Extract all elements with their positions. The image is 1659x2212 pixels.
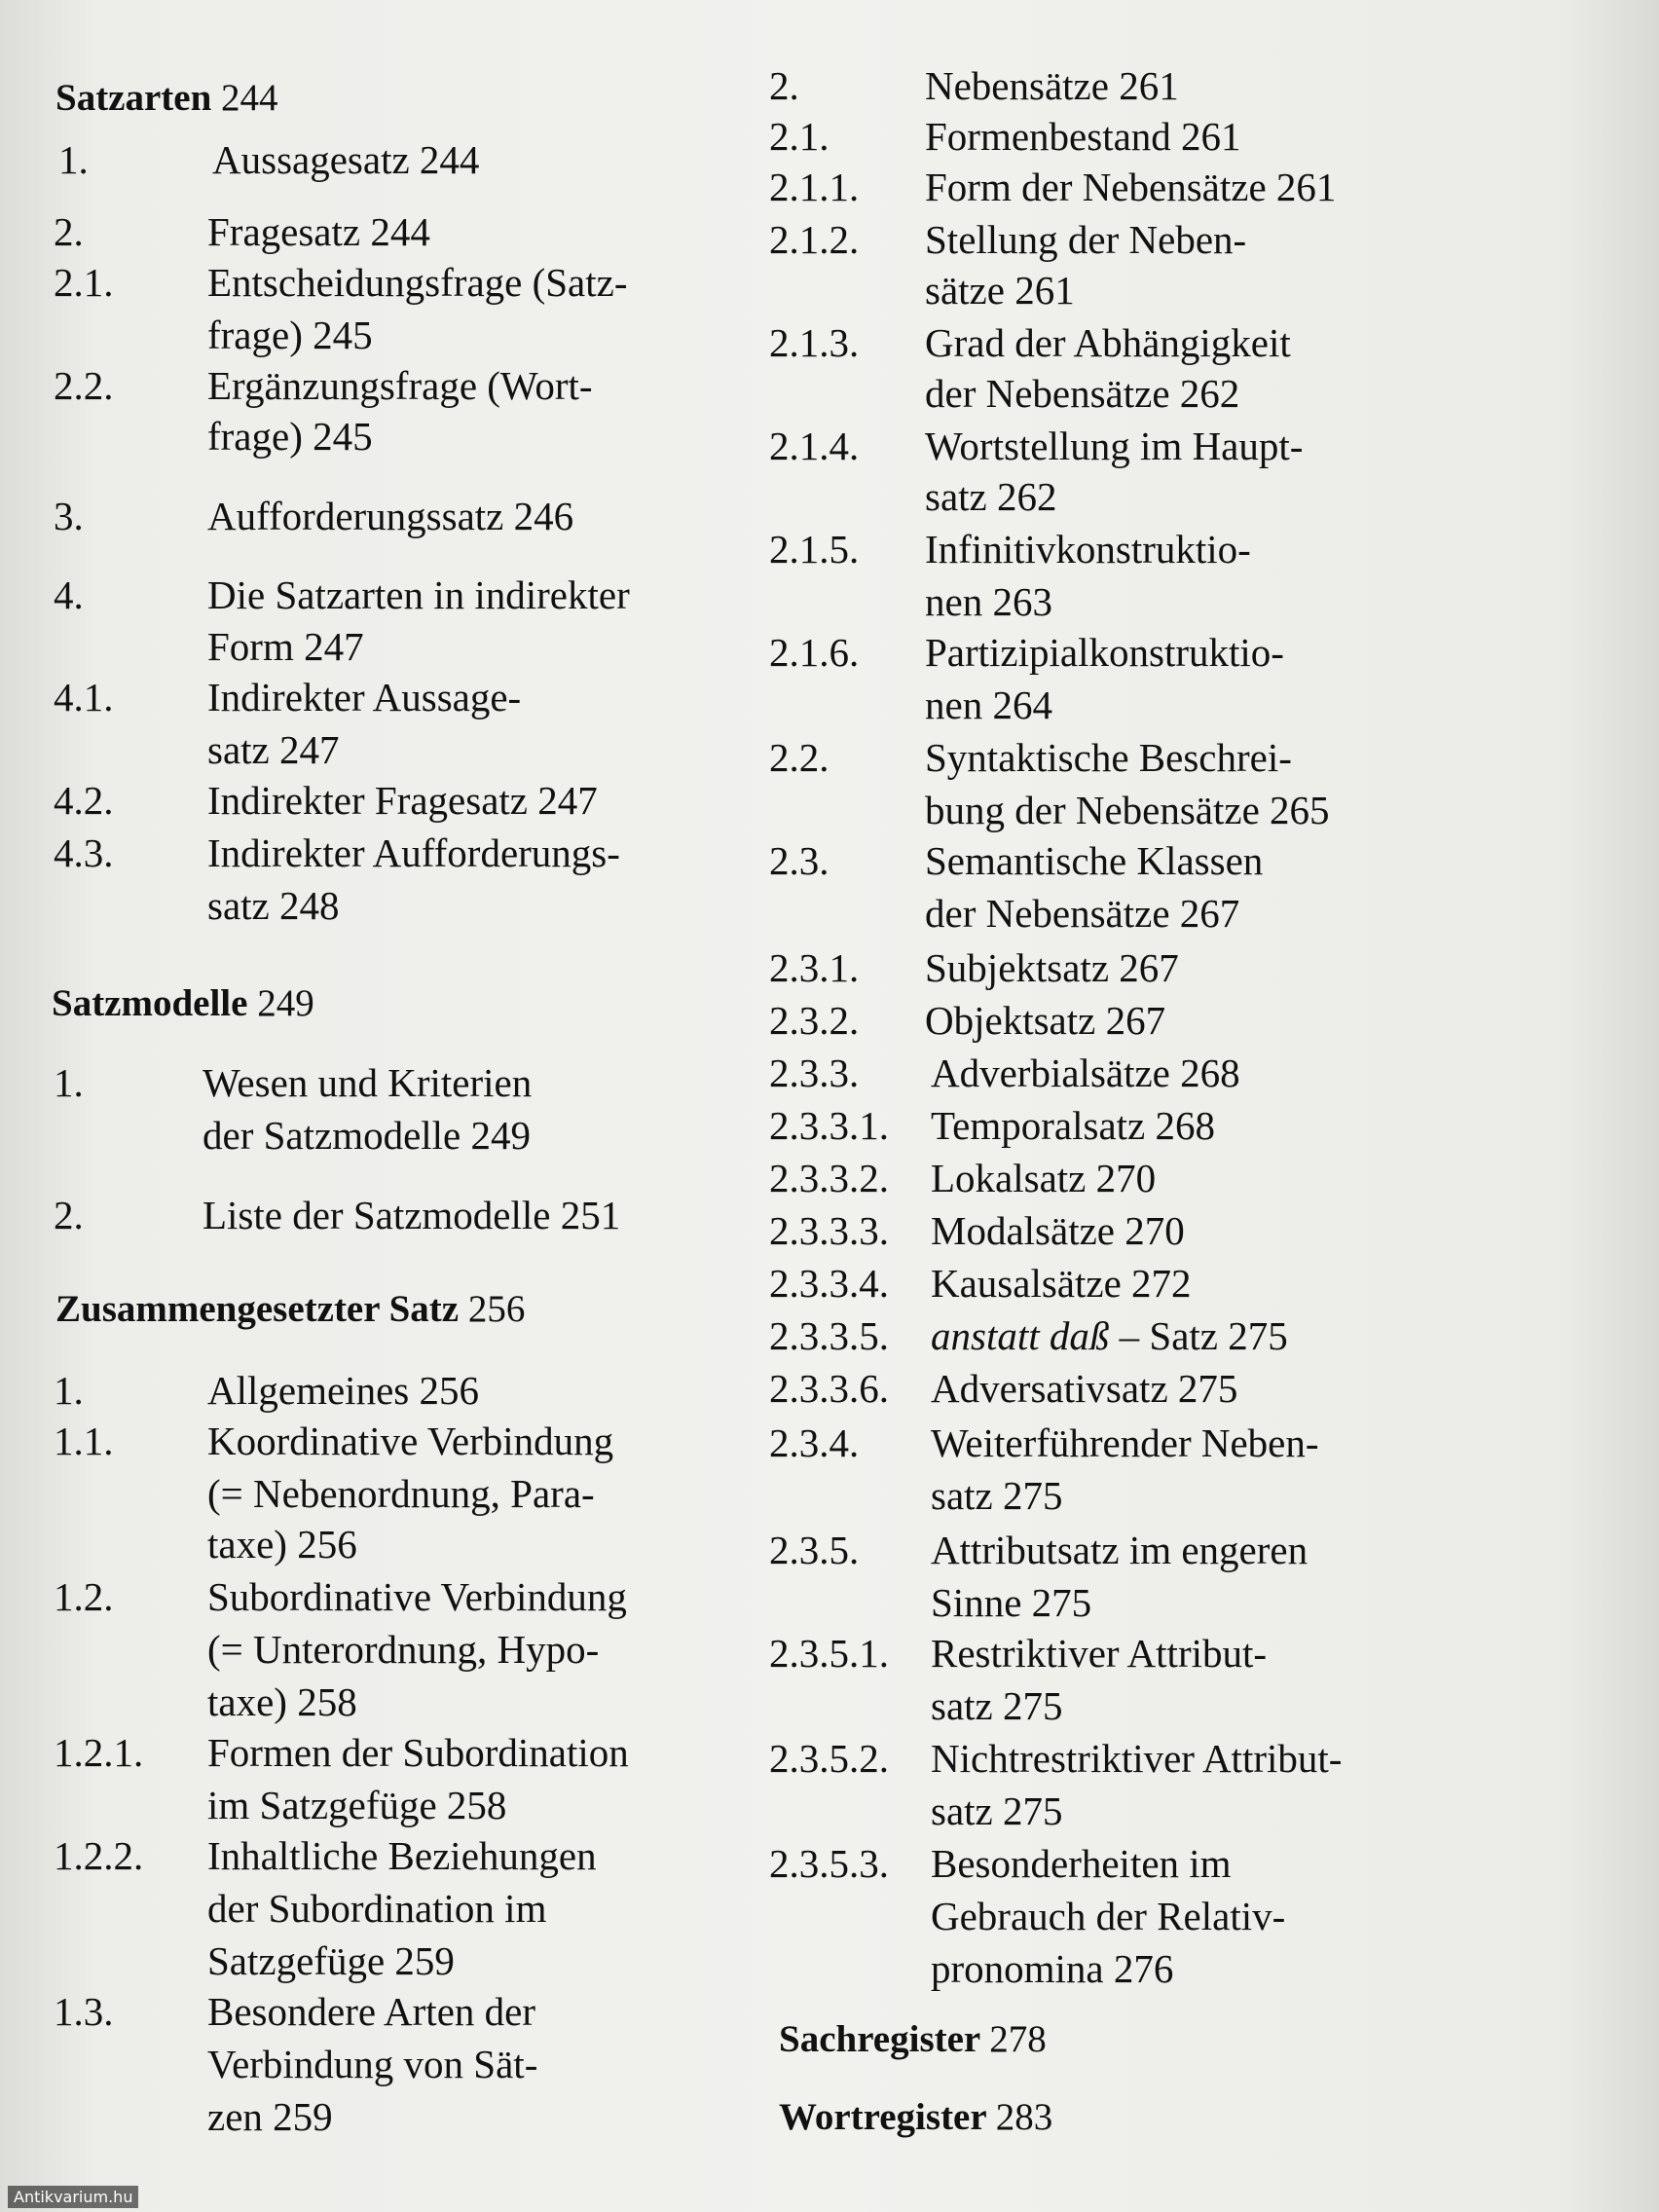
book-page: Satzarten 244 1. Aussagesatz 244 2. Fragesatz 244 2.1. Entscheidungsfrage (Satz- frage) 245 2.2. Ergänzungsfrage (Wort- frage) 245 3. Aufforderungssatz 246 4. Die Satzarten in indirekter Form 247 4.1. Indirekter Aussage- satz 247 4.2. Indirekter Fragesatz 247 4.3. Indirekter Aufforderungs- satz 248 Satzmodelle 249 1. Wesen und Kriterien der Satzmodelle 249 2. Liste der Satzmodelle 251 Zusammengesetzter Satz 256 1. Allgemeines 256 1.1. Koordinative Verbindung (= Nebenordnung, Para- taxe) 256 1.2. Subordinative Verbindung (= Unterordnung, Hypo- taxe) 258 1.2.1. Formen der Subordination im Satzgefüge 258 1.2.2. Inhaltliche Beziehungen der Subordination im Satzgefüge 259 1.3. Besondere Arten der Verbindung von Sät- zen 259 2. Nebensätze 261 2.1. Formenbestand 261 2.1.1. Form der Nebensätze 261 2.1.2. Stellung der Neben- sätze 261 2.1.3. Grad der Abhängigkeit der Nebensätze 262 2.1.4. Wortstellung im Haupt- satz 262 2.1.5. Infinitivkonstruktio- nen 263 2.1.6. Partizipialkonstruktio- nen 264 2.2. Syntaktische Beschrei- bung der Nebensätze 265 2.3. Semantische Klassen der Nebensätze 267 2.3.1. Subjektsatz 267 2.3.2. Objektsatz 267 2.3.3. Adverbialsätze 268 2.3.3.1. Temporalsatz 268 2.3.3.2. Lokalsatz 270 2.3.3.3. Modalsätze 270 2.3.3.4. Kausalsätze 272 2.3.3.5. anstatt daß – Satz 275 2.3.3.6. Adversativsatz 275 2.3.4. Weiterführender Neben- satz 275 2.3.5. Attributsatz im engeren Sinne 275 2.3.5.1. Restriktiver Attribut- satz 275 2.3.5.2. Nichtrestriktiver Attribut- satz 275 2.3.5.3. Besonderheiten im Gebrauch der Relativ- pronomina 276 Sachregister 278 Wortregister 283 Antikvarium.hu bbox=[0, 0, 1659, 2212]
section-heading-zusammengesetzter-satz: Zusammengesetzter Satz 256 bbox=[55, 1288, 526, 1330]
section-heading-satzmodelle: Satzmodelle 249 bbox=[52, 982, 314, 1024]
section-heading-satzarten: Satzarten 244 bbox=[55, 77, 278, 119]
watermark-label: Antikvarium.hu bbox=[8, 2186, 138, 2208]
section-heading-sachregister: Sachregister 278 bbox=[779, 2018, 1047, 2060]
section-heading-wortregister: Wortregister 283 bbox=[779, 2096, 1053, 2138]
toc-entry-mixed-text: anstatt daß – Satz 275 bbox=[931, 1313, 1288, 1358]
